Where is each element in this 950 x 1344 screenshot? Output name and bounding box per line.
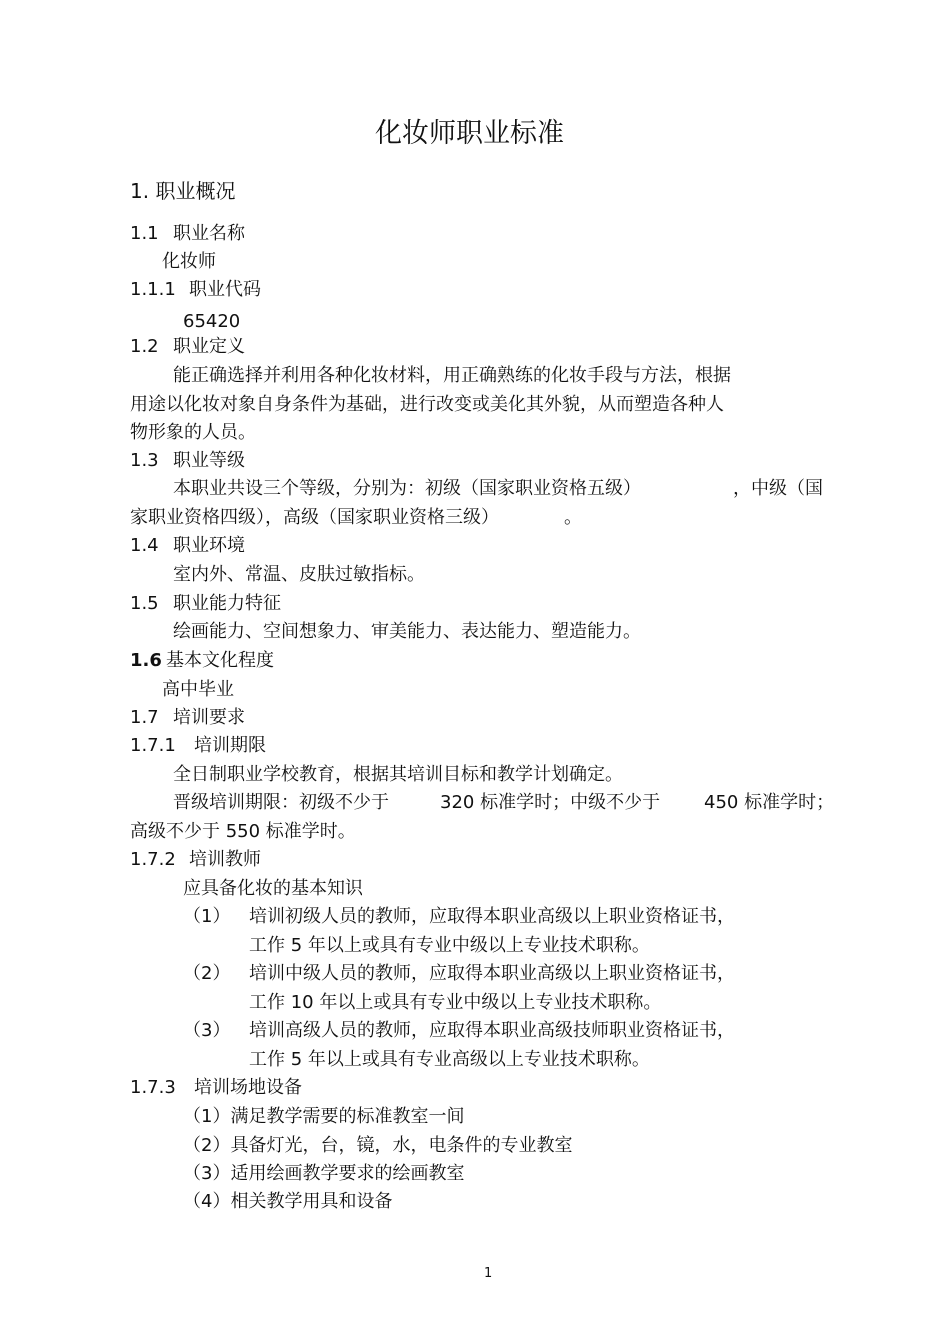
section-1-2-heading: 职业定义 (173, 336, 245, 357)
section-1-7-1-text: 全日制职业学校教育，根据其培训目标和教学计划确定。 (173, 764, 623, 785)
section-1-6-value: 高中毕业 (162, 679, 234, 700)
section-1-3-text: 本职业共设三个等级，分别为：初级（国家职业资格五级） (173, 478, 641, 499)
section-1-4-number: 1.4 (130, 535, 159, 556)
section-1-7-1-text: 450 标准学时； (704, 792, 835, 813)
section-1-5-value: 绘画能力、空间想象力、审美能力、表达能力、塑造能力。 (173, 621, 641, 642)
section-1-7-1-number: 1.7.1 (130, 735, 176, 756)
section-1-2-para-line: 物形象的人员。 (130, 422, 256, 443)
list-item-text: 培训中级人员的教师，应取得本职业高级以上职业资格证书， (249, 963, 735, 984)
section-1-7-2-number: 1.7.2 (130, 849, 176, 870)
section-1-7-number: 1.7 (130, 707, 159, 728)
section-1-7-3-number: 1.7.3 (130, 1077, 176, 1098)
list-item: （3）适用绘画教学要求的绘画教室 (183, 1163, 465, 1184)
list-item: （4）相关教学用具和设备 (183, 1191, 393, 1212)
section-1-3-number: 1.3 (130, 450, 159, 471)
list-item-text: 工作 10 年以上或具有专业中级以上专业技术职称。 (249, 992, 662, 1013)
section-1-1-value: 化妆师 (162, 251, 216, 272)
section-1-7-2-intro: 应具备化妆的基本知识 (183, 878, 363, 899)
section-1-3-text: 家职业资格四级），高级（国家职业资格三级） (130, 507, 499, 528)
section-1-7-1-heading: 培训期限 (194, 735, 266, 756)
section-1-6-number: 1.6 (130, 650, 162, 671)
section-1-1-heading: 职业名称 (173, 223, 245, 244)
section-1-7-1-text: 高级不少于 550 标准学时。 (130, 821, 356, 842)
list-item: （2）具备灯光，台，镜，水，电条件的专业教室 (183, 1135, 573, 1156)
list-item-text: 培训高级人员的教师，应取得本职业高级技师职业资格证书， (249, 1020, 735, 1041)
section-1-4-heading: 职业环境 (173, 535, 245, 556)
section-1-2-para-line: 用途以化妆对象自身条件为基础，进行改变或美化其外貌，从而塑造各种人 (130, 394, 724, 415)
section-1-1-1-heading: 职业代码 (189, 279, 261, 300)
section-1-3-heading: 职业等级 (173, 450, 245, 471)
section-1-3-text: 。 (564, 507, 582, 528)
section-1-heading: 1. 职业概况 (130, 179, 236, 203)
section-1-7-1-text: 晋级培训期限：初级不少于 (173, 792, 389, 813)
section-1-1-1-number: 1.1.1 (130, 279, 176, 300)
section-1-1-1-value: 65420 (183, 311, 241, 332)
section-1-7-heading: 培训要求 (173, 707, 245, 728)
section-1-3-text: ，中级（国 (733, 478, 823, 499)
document-title: 化妆师职业标准 (375, 118, 564, 149)
list-item-text: 培训初级人员的教师，应取得本职业高级以上职业资格证书， (249, 906, 735, 927)
list-item-marker: （1） (183, 906, 231, 927)
section-1-1-number: 1.1 (130, 223, 159, 244)
section-1-7-1-text: 320 标准学时；中级不少于 (440, 792, 661, 813)
list-item-marker: （3） (183, 1020, 231, 1041)
section-1-2-para-line: 能正确选择并利用各种化妆材料，用正确熟练的化妆手段与方法，根据 (173, 365, 731, 386)
list-item: （1）满足教学需要的标准教室一间 (183, 1106, 465, 1127)
section-1-5-number: 1.5 (130, 593, 159, 614)
section-1-7-2-heading: 培训教师 (189, 849, 261, 870)
section-1-2-number: 1.2 (130, 336, 159, 357)
section-1-4-value: 室内外、常温、皮肤过敏指标。 (173, 564, 425, 585)
list-item-marker: （2） (183, 963, 231, 984)
list-item-text: 工作 5 年以上或具有专业中级以上专业技术职称。 (249, 935, 650, 956)
section-1-6-heading: 基本文化程度 (166, 650, 274, 671)
list-item-text: 工作 5 年以上或具有专业高级以上专业技术职称。 (249, 1049, 650, 1070)
page-number: 1 (484, 1266, 493, 1281)
section-1-7-3-heading: 培训场地设备 (194, 1077, 302, 1098)
section-1-5-heading: 职业能力特征 (173, 593, 281, 614)
